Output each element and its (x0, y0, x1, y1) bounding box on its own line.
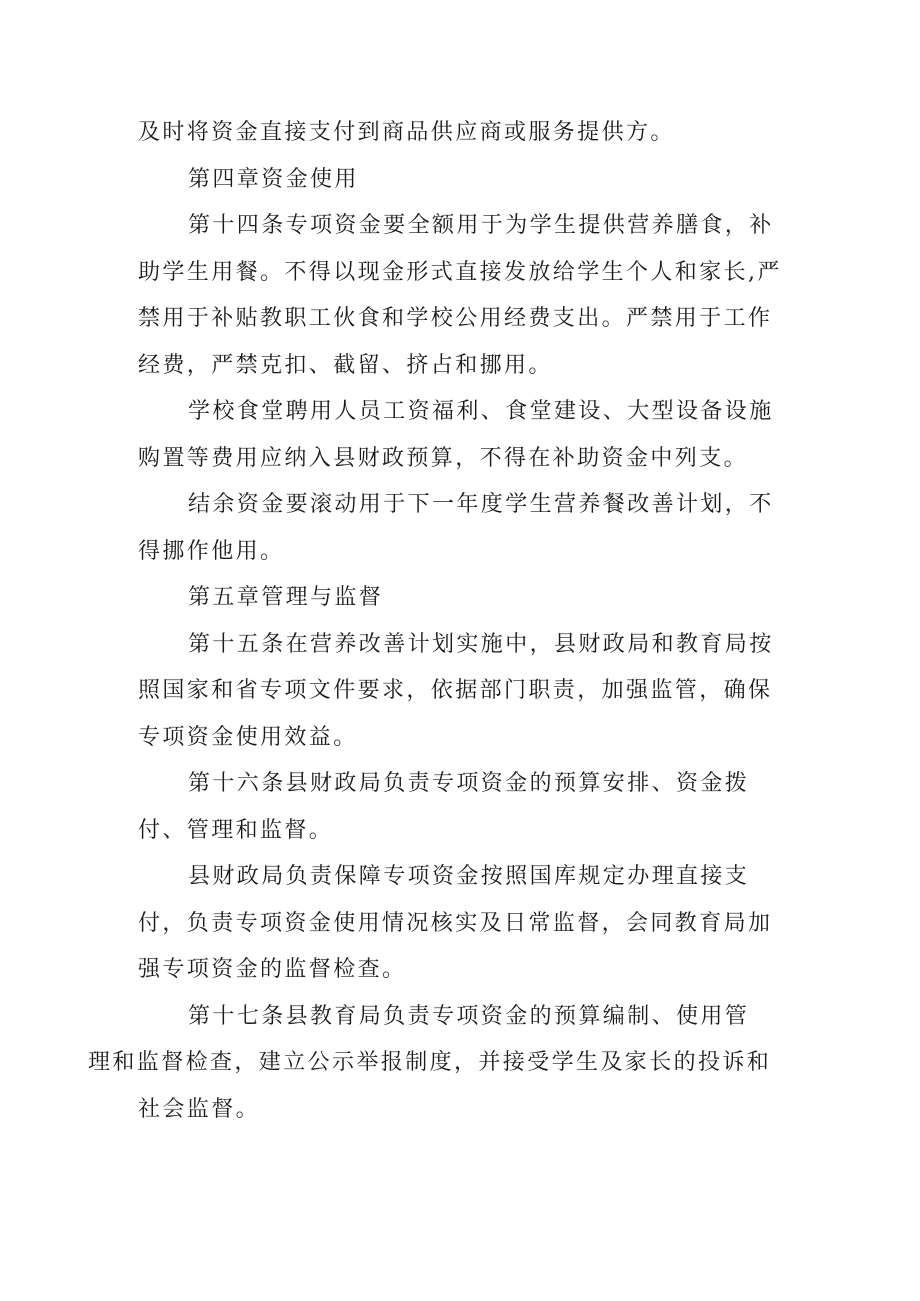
paragraph-finance-bureau: 县财政局负责保障专项资金按照国库规定办理直接支付，负责专项资金使用情况核实及日常监督，会同教育局加强专项资金的监督检查。 (138, 864, 773, 982)
article-15: 第十五条在营养改善计划实施中，县财政局和教育局按照国家和省专项文件要求，依据部门职责，加强监管，确保专项资金使用效益。 (138, 631, 774, 750)
article-17-line-1: 第十七条县教育局负责专项资金的预算编制、使用管 (188, 1003, 750, 1029)
article-17 (88, 994, 792, 1134)
document-body (88, 110, 792, 1133)
chapter-heading-4: 第四章资金使用 (188, 166, 359, 192)
article-16: 第十六条县财政局负责专项资金的预算安排、资金拨付、管理和监督。 (138, 771, 750, 843)
article-14: 第十四条专项资金要全额用于为学生提供营养膳食，补助学生用餐。不得以现金形式直接发放给学生个人和家长,严禁用于补贴教职工伙食和学校公用经费支出。严禁用于工作经费，严禁克扣、截留、挤占和挪用。 (138, 213, 782, 378)
paragraph-canteen-costs: 学校食堂聘用人员工资福利、食堂建设、大型设备设施购置等费用应纳入县财政预算，不得在补助资金中列支。 (138, 399, 774, 471)
paragraph-surplus-funds: 结余资金要滚动用于下一年度学生营养餐改善计划，不得挪作他用。 (138, 492, 774, 564)
paragraph-continuation: 及时将资金直接支付到商品供应商或服务提供方。 (138, 120, 675, 145)
chapter-heading-5: 第五章管理与监督 (188, 585, 384, 610)
article-17-line-2: 理和监督检查，建立公示举报制度，并接受学生及家长的投诉和社会监督。 (88, 1050, 772, 1122)
